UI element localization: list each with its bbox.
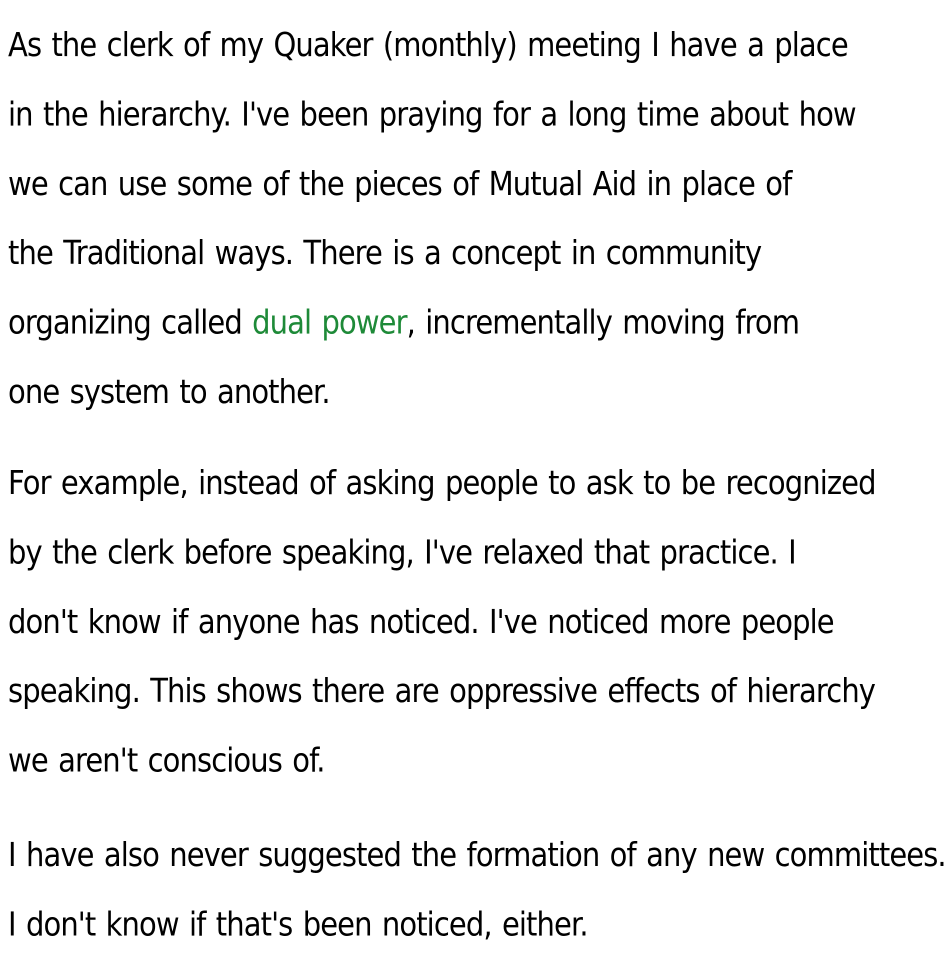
- paragraph1-line6: one system to another.: [8, 372, 330, 411]
- paragraph3-line1: I have also never suggested the formation of any new committees.: [8, 835, 946, 874]
- paragraph-example: [8, 448, 876, 795]
- paragraph1-line5-after: , incrementally moving from: [406, 303, 800, 342]
- paragraph-committees: [8, 820, 946, 959]
- paragraph3-line2: I don't know if that's been noticed, either.: [8, 905, 588, 944]
- paragraph1-line3: we can use some of the pieces of Mutual Aid in place of: [8, 164, 792, 203]
- paragraph1-line5-before: organizing called: [8, 303, 253, 342]
- paragraph-clerk-hierarchy: [8, 10, 856, 427]
- paragraph2-line3: don't know if anyone has noticed. I've noticed more people: [8, 602, 834, 641]
- paragraph1-line5: [8, 288, 838, 357]
- paragraph1-line1: As the clerk of my Quaker (monthly) meeting I have a place: [8, 25, 848, 64]
- paragraph1-line4: the Traditional ways. There is a concept in community: [8, 234, 762, 273]
- paragraph2-line1: For example, instead of asking people to ask to be recognized: [8, 463, 876, 502]
- paragraph1-line2: in the hierarchy. I've been praying for a long time about how: [8, 95, 856, 134]
- paragraph2-line2: by the clerk before speaking, I've relaxed that practice. I: [8, 533, 796, 572]
- paragraph2-line4: speaking. This shows there are oppressive effects of hierarchy: [8, 672, 876, 711]
- paragraph2-line5: we aren't conscious of.: [8, 741, 325, 780]
- dual-power-link[interactable]: dual power: [252, 303, 407, 342]
